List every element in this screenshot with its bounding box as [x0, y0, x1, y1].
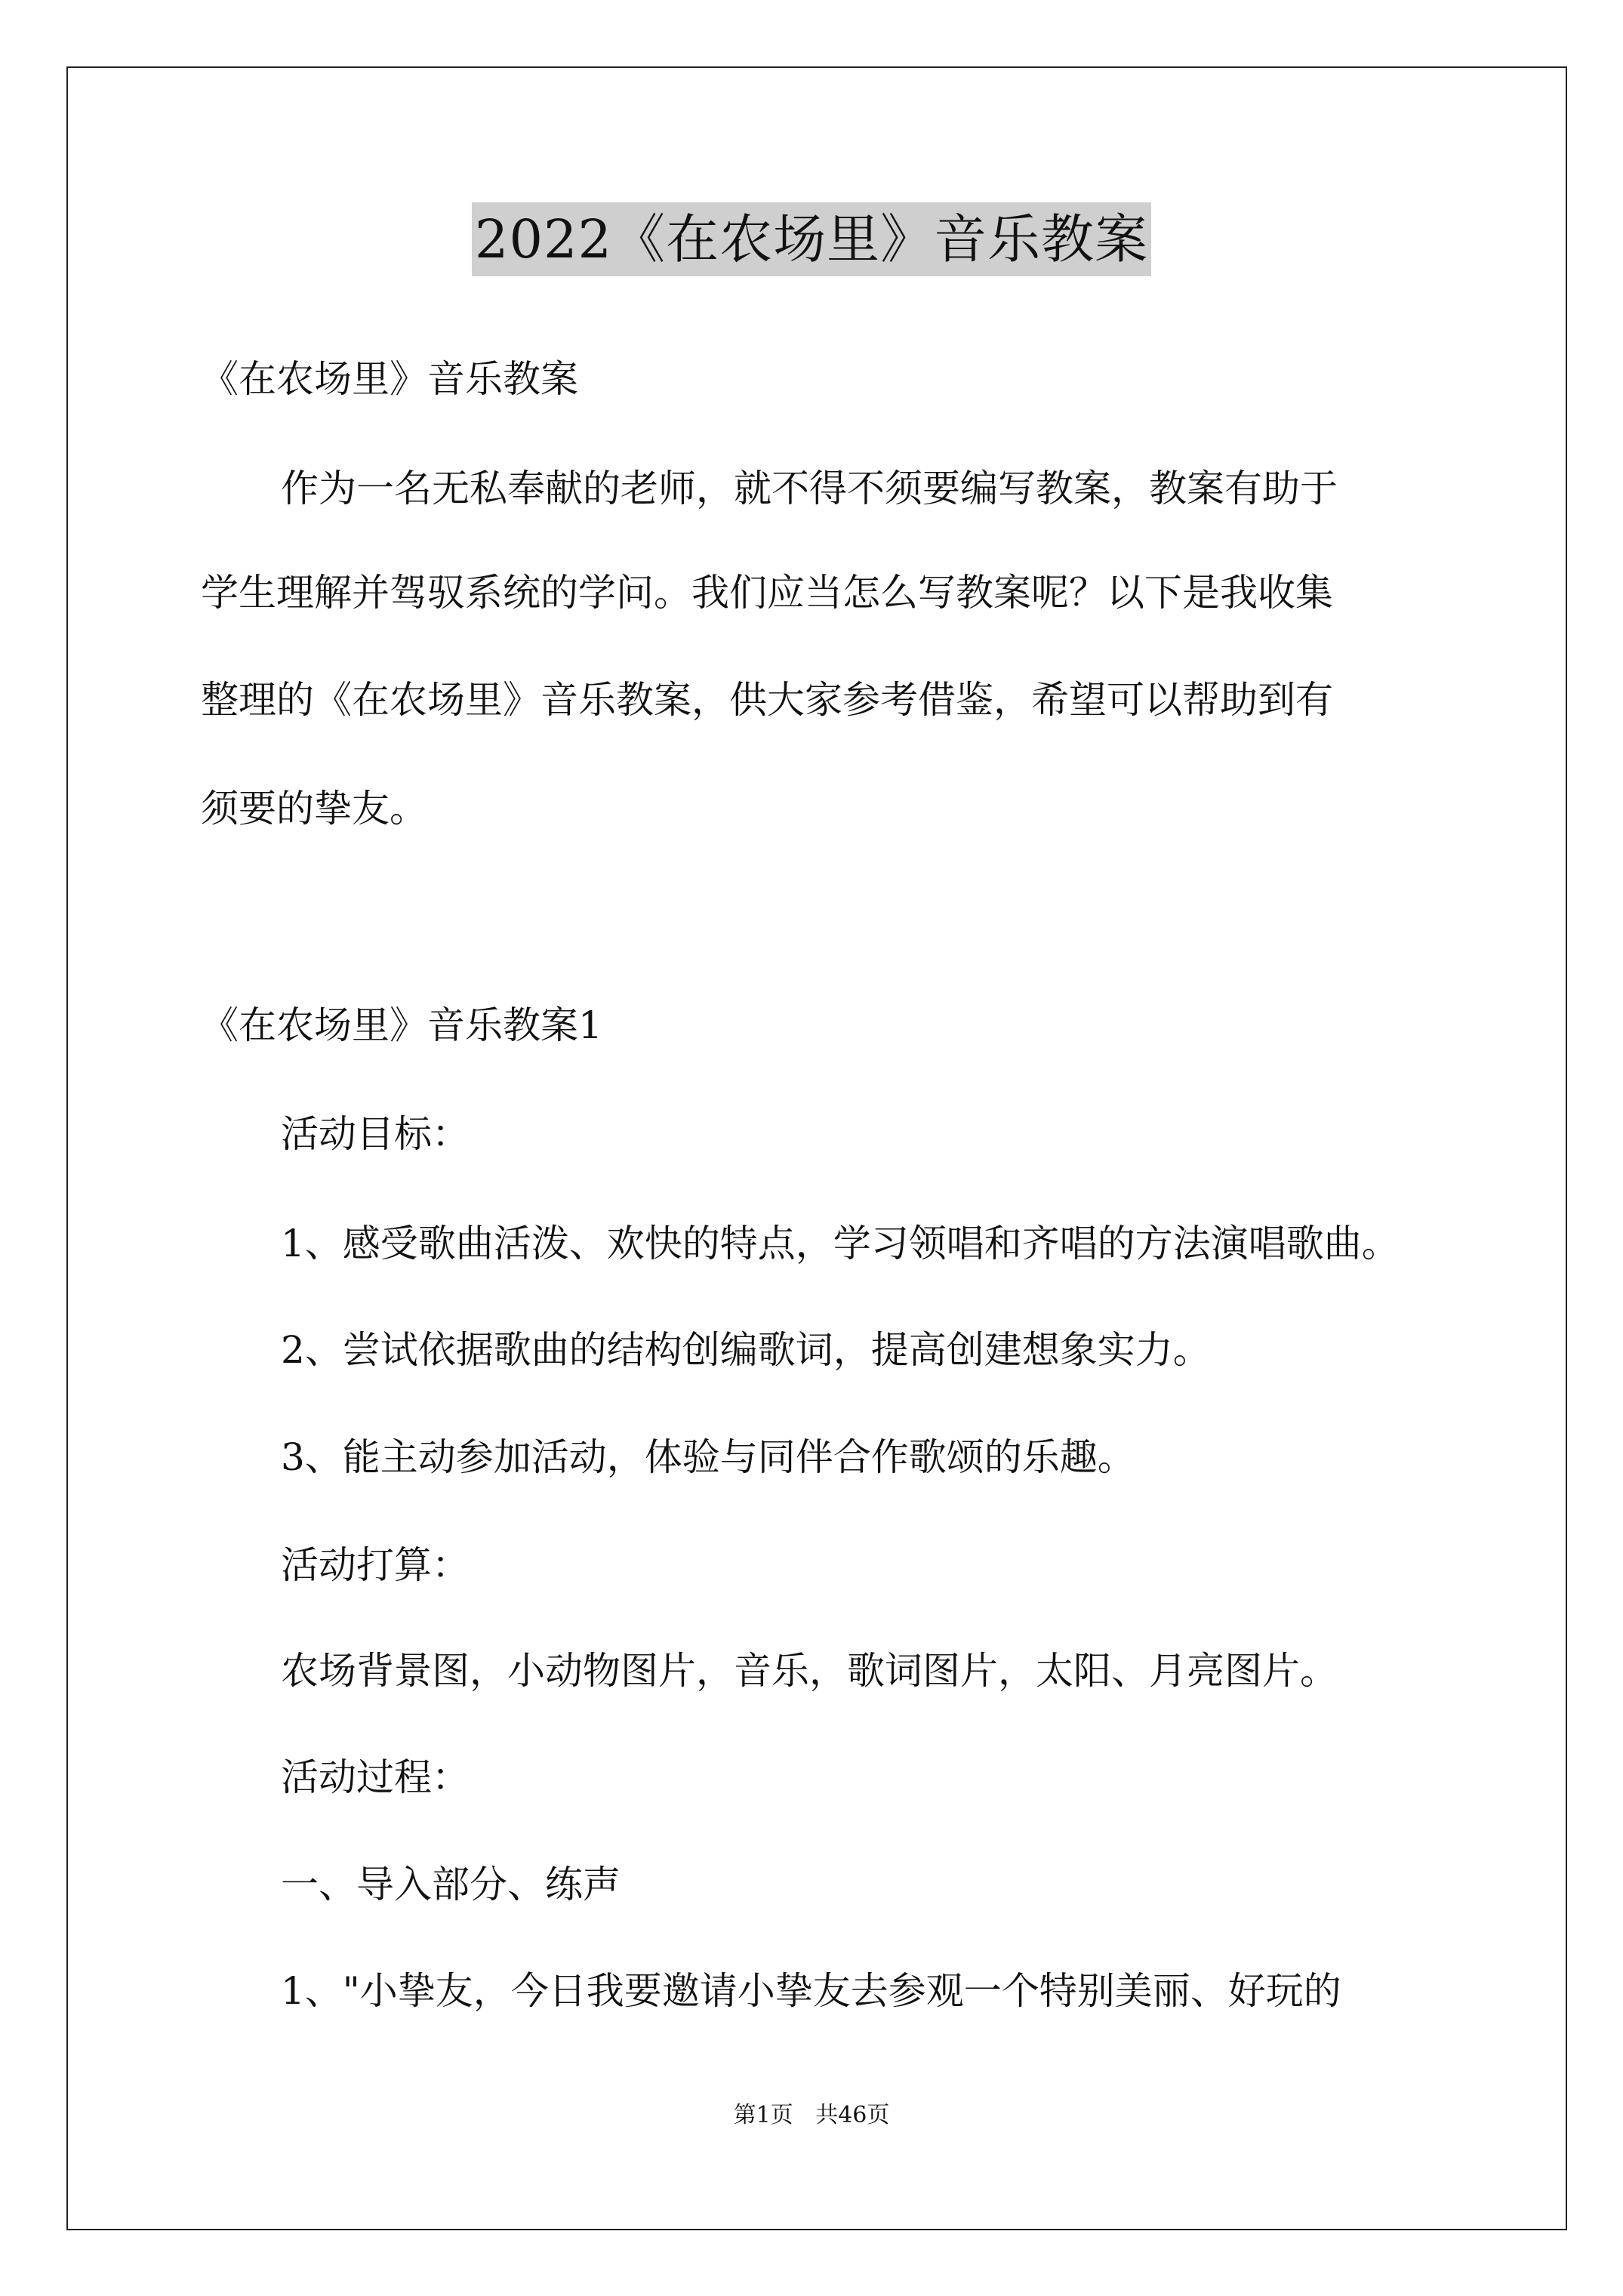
intro-line-3: 整理的《在农场里》音乐教案，供大家参考借鉴，希望可以帮助到有 — [201, 678, 1333, 722]
body-line-8: 一、导入部分、练声 — [281, 1863, 621, 1906]
body-line-6: 农场背景图，小动物图片，音乐，歌词图片，太阳、月亮图片。 — [281, 1649, 1338, 1693]
page-footer — [0, 2100, 1623, 2131]
page-number: 第1页 — [733, 2102, 793, 2128]
body-line-2: 1、感受歌曲活泼、欢快的特点，学习领唱和齐唱的方法演唱歌曲。 — [281, 1222, 1400, 1265]
body-line-3: 2、尝试依据歌曲的结构创编歌词，提高创建想象实力。 — [281, 1328, 1211, 1372]
document-title: 2022《在农场里》音乐教案 — [472, 202, 1151, 276]
section-heading: 《在农场里》音乐教案1 — [201, 1003, 602, 1047]
body-line-4: 3、能主动参加活动，体验与同伴合作歌颂的乐趣。 — [281, 1435, 1135, 1479]
intro-line-4: 须要的挚友。 — [201, 787, 427, 831]
subtitle: 《在农场里》音乐教案 — [201, 357, 578, 401]
body-line-5: 活动打算： — [281, 1543, 470, 1587]
body-line-7: 活动过程： — [281, 1755, 470, 1799]
intro-line-2: 学生理解并驾驭系统的学问。我们应当怎么写教案呢？以下是我收集 — [201, 571, 1333, 615]
intro-line-1: 作为一名无私奉献的老师，就不得不须要编写教案，教案有助于 — [281, 467, 1338, 510]
body-line-1: 活动目标： — [281, 1112, 470, 1156]
title-container — [0, 202, 1623, 276]
page-total: 共46页 — [815, 2102, 890, 2128]
body-line-9: 1、"小挚友，今日我要邀请小挚友去参观一个特别美丽、好玩的 — [281, 1969, 1341, 2013]
